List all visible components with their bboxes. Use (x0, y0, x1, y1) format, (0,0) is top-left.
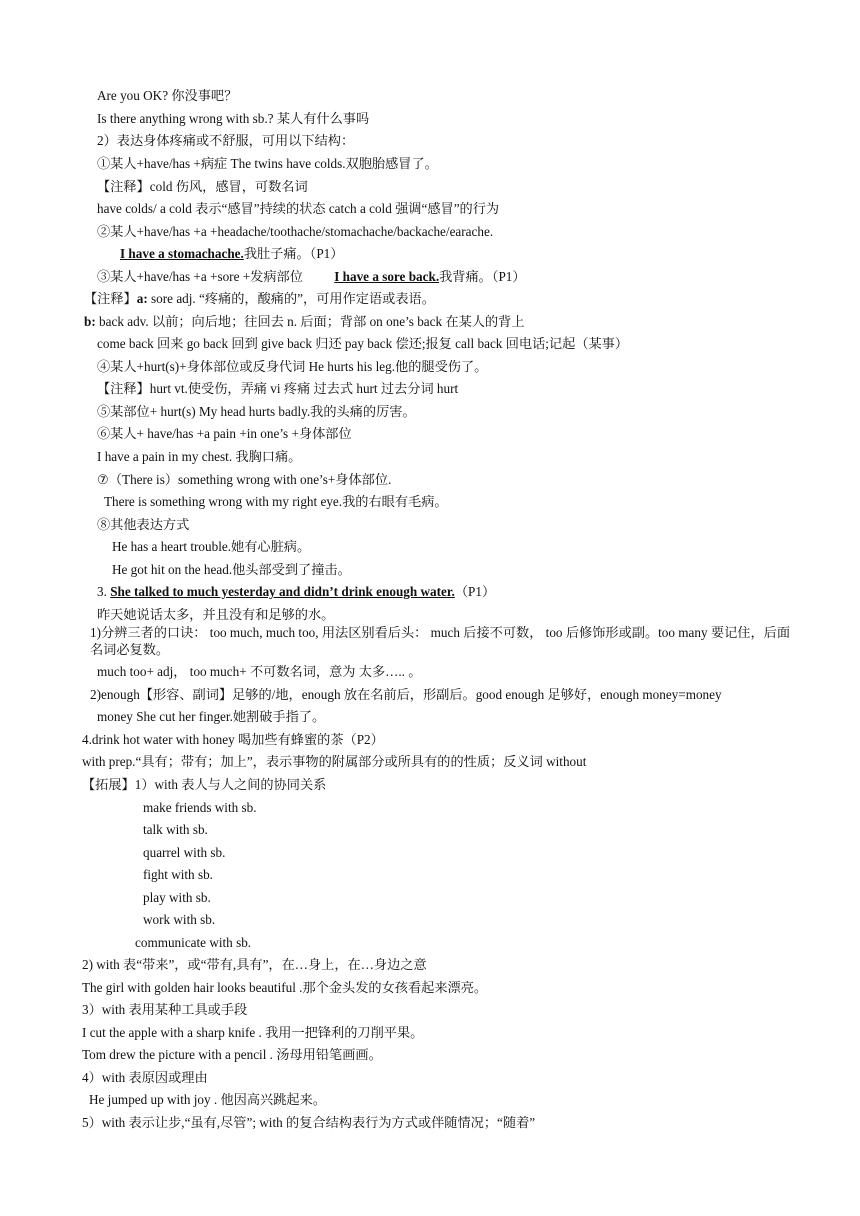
text-line: He has a heart trouble.她有心脏病。 (112, 539, 311, 554)
note-text: sore adj. “疼痛的，酸痛的”，可用作定语或表语。 (147, 291, 435, 306)
text-line: The girl with golden hair looks beautiful .那个金头发的女孩看起来漂亮。 (82, 980, 488, 995)
list-item: communicate with sb. (135, 935, 252, 950)
text-line: 2)enough【形容、副词】足够的/地，enough 放在名前后，形副后。good enough 足够好，enough money=money (90, 687, 722, 702)
note-marker: b: (84, 314, 96, 329)
text-line: Are you OK? 你没事吧？ (97, 88, 238, 103)
text-line: I have a pain in my chest. 我胸口痛。 (97, 449, 302, 464)
text-line: 【注释】hurt vt.使受伤，弄痛 vi 疼痛 过去式 hurt 过去分词 hurt (97, 381, 459, 396)
text-line: Tom drew the picture with a pencil . 汤母用铅笔画画。 (82, 1047, 382, 1062)
translation: 我肚子痛。（P1） (243, 246, 344, 261)
text-line: much too+ adj， too much+ 不可数名词，意为 太多….. 。 (97, 664, 422, 679)
text-line: ⑤某部位+ hurt(s) My head hurts badly.我的头痛的厉害。 (97, 404, 416, 419)
text-line: 4）with 表原因或理由 (82, 1070, 208, 1085)
list-item: quarrel with sb. (143, 845, 226, 860)
list-item: fight with sb. (143, 867, 213, 882)
text-line: 2) with 表“带来”，或“带有,具有”，在…身上，在…身边之意 (82, 957, 427, 972)
note-line (84, 290, 435, 307)
paragraph: 1)分辨三者的口诀： too much, much too, 用法区别看后头： much 后接不可数， too 后修饰形或副。too many 要记住，后面名词必复数。 (90, 625, 791, 657)
text-line: ⑦（There is）something wrong with one’s+身体部位. (97, 472, 392, 487)
translation: 我背痛。（P1） (439, 269, 526, 284)
text-line: ②某人+have/has +a +headache/toothache/stomachache/backache/earache. (97, 224, 494, 239)
text-line: 3）with 表用某种工具或手段 (82, 1002, 248, 1017)
note-marker: a: (136, 291, 148, 306)
text-line: 昨天她说话太多，并且没有和足够的水。 (97, 607, 335, 622)
note-line (84, 313, 525, 330)
text-line: ④某人+hurt(s)+身体部位或反身代词 He hurts his leg.他的腿受伤了。 (97, 359, 488, 374)
structure-text: ③某人+have/has +a +sore +发病部位 (97, 269, 303, 284)
text-line: He jumped up with joy . 他因高兴跳起来。 (89, 1092, 326, 1107)
text-line (97, 268, 526, 285)
text-line: ⑧其他表达方式 (97, 517, 190, 532)
page-ref: （P1） (454, 584, 496, 599)
text-line: 【拓展】1）with 表人与人之间的协同关系 (82, 777, 327, 792)
list-item: work with sb. (143, 912, 216, 927)
text-line: 【注释】cold 伤风，感冒，可数名词 (97, 179, 308, 194)
text-line: He got hit on the head.他头部受到了撞击。 (112, 562, 351, 577)
text-line: ①某人+have/has +病症 The twins have colds.双胞胎感冒了。 (97, 156, 438, 171)
list-item: play with sb. (143, 890, 211, 905)
text-line: 2）表达身体疼痛或不舒服，可用以下结构： (97, 133, 355, 148)
key-sentence: I have a stomachache. (120, 246, 244, 261)
note-text: back adv. 以前；向后地；往回去 n. 后面；背部 on one’s back 在某人的背上 (95, 314, 525, 329)
text-line: I cut the apple with a sharp knife . 我用一把锋利的刀削平果。 (82, 1025, 424, 1040)
section-number: 3. (97, 584, 111, 599)
key-sentence: I have a sore back. (334, 269, 440, 284)
note-label: 【注释】 (84, 291, 137, 306)
list-item: talk with sb. (143, 822, 208, 837)
text-line: money She cut her finger.她割破手指了。 (97, 709, 326, 724)
text-line: come back 回来 go back 回到 give back 归还 pay back 偿还;报复 call back 回电话;记起（某事） (97, 336, 629, 351)
text-line: 5）with 表示让步,“虽有,尽管”; with 的复合结构表行为方式或伴随情况；“随着” (82, 1115, 536, 1130)
text-line: There is something wrong with my right eye.我的右眼有毛病。 (104, 494, 448, 509)
text-line: have colds/ a cold 表示“感冒”持续的状态 catch a cold 强调“感冒”的行为 (97, 201, 500, 216)
key-sentence: She talked to much yesterday and didn’t drink enough water. (110, 584, 455, 599)
text-line: with prep.“具有；带有；加上”，表示事物的附属部分或所具有的的性质；反义词 without (82, 754, 587, 769)
text-line: Is there anything wrong with sb.? 某人有什么事吗 (97, 111, 370, 126)
section-heading (97, 583, 495, 600)
text-line: ⑥某人+ have/has +a pain +in one’s +身体部位 (97, 426, 352, 441)
section-heading: 4.drink hot water with honey 喝加些有蜂蜜的茶（P2） (82, 732, 384, 747)
example-line (120, 245, 343, 262)
list-item: make friends with sb. (143, 800, 257, 815)
